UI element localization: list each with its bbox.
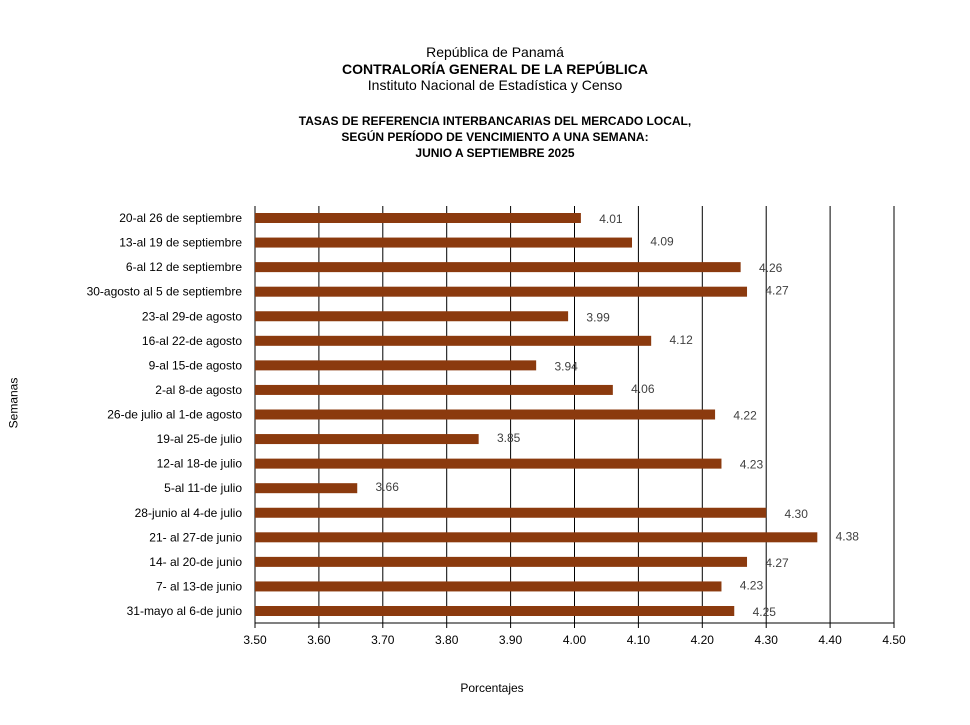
chart-title-line-1: TASAS DE REFERENCIA INTERBANCARIAS DEL MERCADO LOCAL, bbox=[298, 114, 692, 128]
x-tick-label: 3.90 bbox=[498, 633, 523, 647]
category-label: 13-al 19 de septiembre bbox=[119, 235, 242, 250]
x-tick-label: 3.70 bbox=[371, 633, 395, 647]
bar bbox=[255, 483, 357, 493]
category-label: 16-al 22-de agosto bbox=[141, 333, 242, 348]
data-label: 4.38 bbox=[835, 529, 859, 544]
category-label: 2-al 8-de agosto bbox=[155, 382, 242, 397]
chart-title-line-2: SEGÚN PERÍODO DE VENCIMIENTO A UNA SEMANA: bbox=[341, 130, 649, 144]
bar bbox=[255, 532, 817, 542]
header-institute: Instituto Nacional de Estadística y Censo bbox=[367, 77, 623, 93]
category-label: 12-al 18-de julio bbox=[156, 456, 242, 471]
data-label: 4.23 bbox=[739, 578, 764, 593]
x-tick-label: 4.10 bbox=[626, 633, 651, 647]
x-tick-label: 4.20 bbox=[690, 633, 714, 647]
data-label: 4.30 bbox=[784, 506, 808, 521]
data-label: 4.12 bbox=[669, 332, 693, 347]
x-tick-label: 4.30 bbox=[754, 633, 778, 647]
x-tick-labels bbox=[243, 633, 906, 647]
data-label: 4.23 bbox=[739, 457, 764, 472]
bar bbox=[255, 581, 721, 591]
y-axis-label: Semanas bbox=[6, 377, 21, 429]
data-label: 4.27 bbox=[765, 283, 789, 298]
data-label: 4.09 bbox=[650, 234, 674, 249]
category-label: 14- al 20-de junio bbox=[149, 554, 242, 569]
data-label: 3.66 bbox=[375, 480, 399, 495]
x-tick-label: 4.40 bbox=[818, 633, 842, 647]
bar bbox=[255, 287, 747, 297]
data-label: 4.25 bbox=[752, 605, 776, 619]
x-tick-label: 4.00 bbox=[562, 633, 587, 647]
bar bbox=[255, 336, 651, 346]
category-label: 9-al 15-de agosto bbox=[148, 358, 242, 373]
category-labels bbox=[87, 211, 243, 618]
data-label: 4.06 bbox=[631, 381, 655, 396]
category-label: 21- al 27-de junio bbox=[149, 530, 242, 545]
bar bbox=[255, 238, 632, 248]
bar bbox=[255, 262, 741, 272]
data-label: 4.22 bbox=[733, 408, 757, 423]
x-tick-label: 3.50 bbox=[243, 633, 267, 647]
bar bbox=[255, 360, 536, 370]
bar bbox=[255, 434, 479, 444]
bar bbox=[255, 410, 715, 420]
chart-title-line-3: JUNIO A SEPTIEMBRE 2025 bbox=[415, 146, 575, 160]
data-label: 4.27 bbox=[765, 555, 789, 570]
data-label: 4.01 bbox=[599, 212, 623, 226]
header-country: República de Panamá bbox=[426, 44, 564, 60]
bar bbox=[255, 557, 747, 567]
x-tick-label: 3.80 bbox=[435, 633, 459, 647]
data-label: 3.85 bbox=[496, 431, 521, 446]
bar bbox=[255, 508, 766, 518]
bar bbox=[255, 606, 734, 616]
data-label: 4.26 bbox=[758, 261, 783, 276]
category-label: 30-agosto al 5 de septiembre bbox=[86, 284, 242, 299]
category-label: 5-al 11-de julio bbox=[164, 481, 242, 496]
category-label: 19-al 25-de julio bbox=[156, 432, 242, 447]
category-label: 31-mayo al 6-de junio bbox=[126, 604, 242, 618]
bar bbox=[255, 385, 613, 395]
bar bbox=[255, 311, 568, 321]
category-label: 23-al 29-de agosto bbox=[141, 309, 242, 324]
bar bbox=[255, 213, 581, 223]
x-tick-label: 3.60 bbox=[307, 633, 331, 647]
bar bbox=[255, 459, 721, 469]
data-label: 3.99 bbox=[586, 310, 610, 325]
category-label: 20-al 26 de septiembre bbox=[119, 211, 242, 225]
category-label: 26-de julio al 1-de agosto bbox=[107, 407, 242, 422]
data-label: 3.94 bbox=[554, 359, 578, 374]
x-tick-label: 4.50 bbox=[882, 633, 906, 647]
category-label: 28-junio al 4-de julio bbox=[134, 505, 242, 520]
category-label: 7- al 13-de junio bbox=[155, 579, 242, 594]
x-axis-label: Porcentajes bbox=[460, 681, 524, 695]
category-label: 6-al 12 de septiembre bbox=[125, 260, 242, 275]
header-institution: CONTRALORÍA GENERAL DE LA REPÚBLICA bbox=[342, 61, 648, 77]
